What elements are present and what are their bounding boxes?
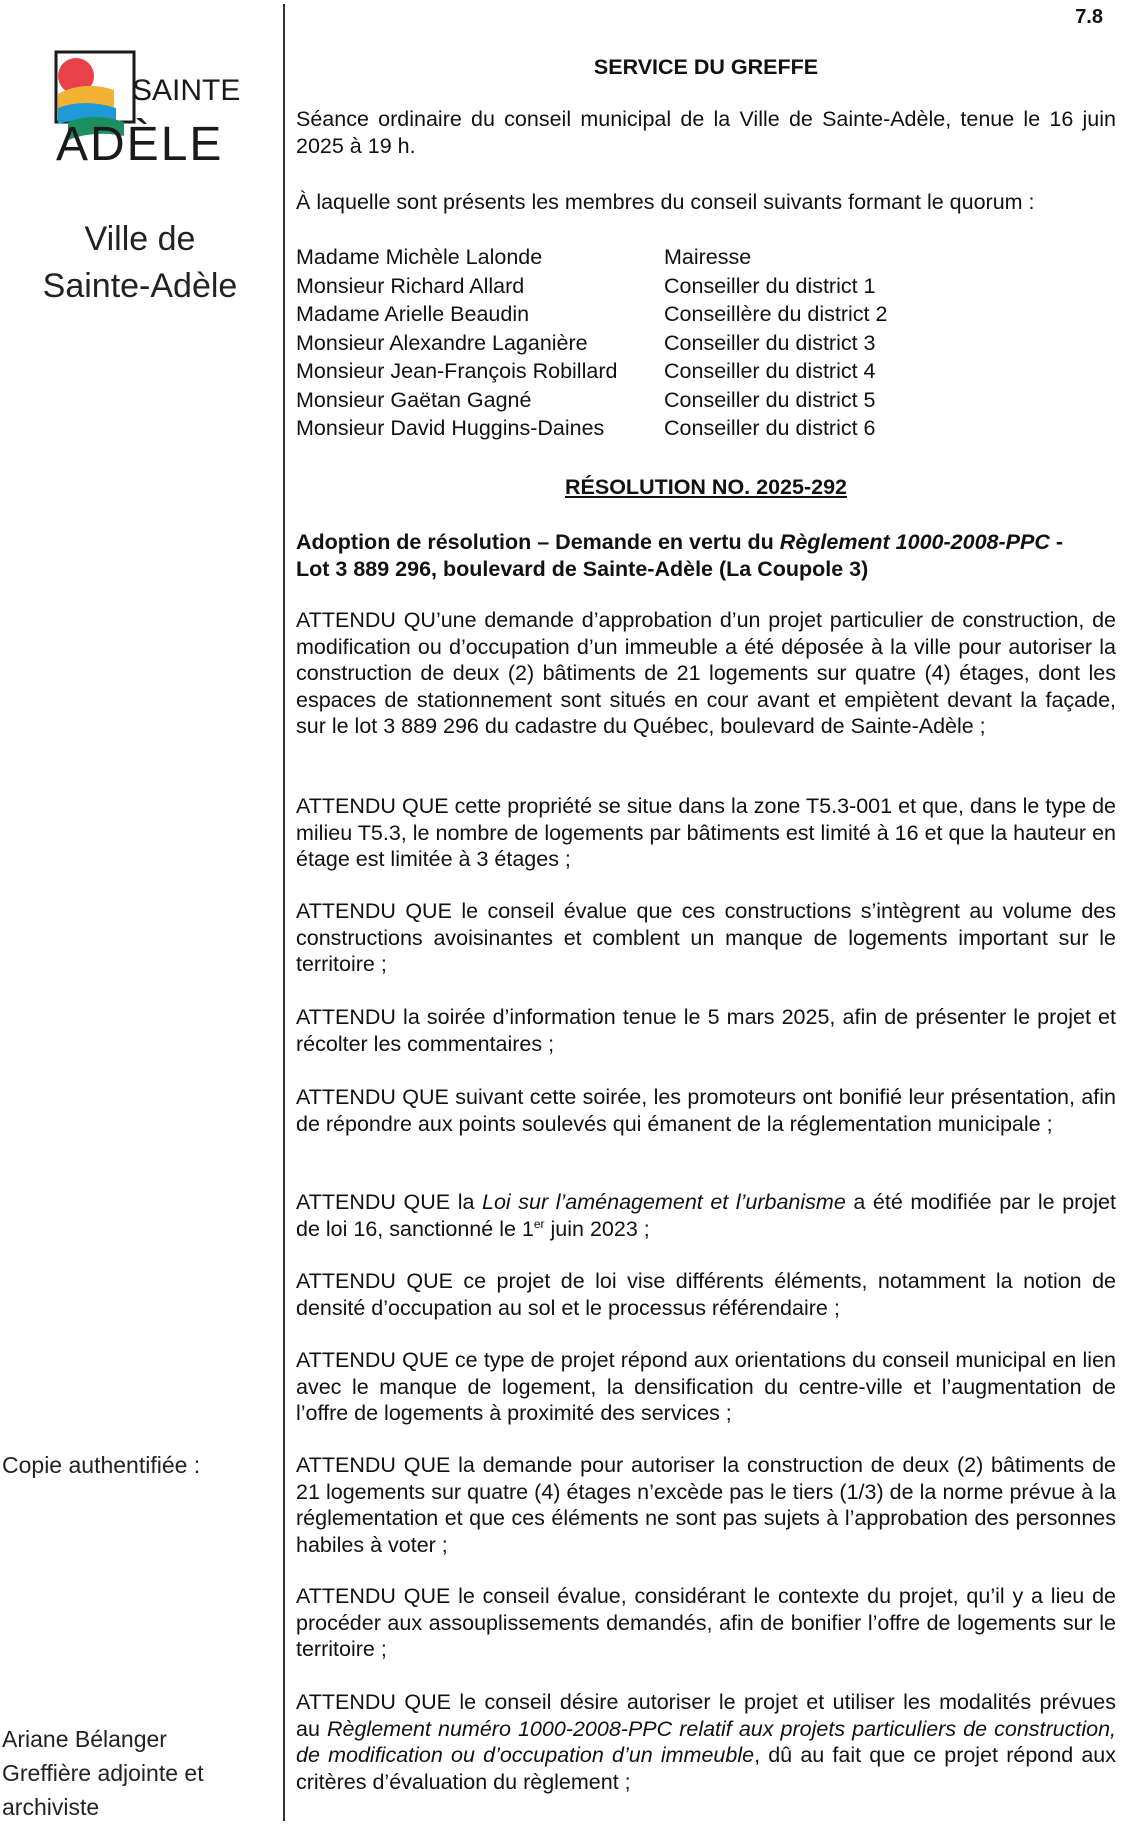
attendu-clause-11: [296, 1689, 1116, 1795]
member-row: [296, 329, 1116, 358]
city-name-line2: Sainte-Adèle: [42, 267, 238, 305]
member-row: [296, 300, 1116, 329]
clause-11-regulation-title: Règlement numéro 1000-2008-PPC relatif aux projets particuliers de construction, de modification ou d’occupation d’un immeuble: [296, 1716, 1117, 1767]
signer-title-line1: Greffière adjointe et: [2, 1760, 204, 1786]
member-role: Conseiller du district 4: [664, 359, 876, 383]
city-name-line1: Ville de: [84, 220, 196, 258]
member-name: Madame Michèle Lalonde: [296, 245, 543, 269]
subject-suffix: -: [1049, 530, 1064, 554]
seance-paragraph: Séance ordinaire du conseil municipal de la Ville de Sainte-Adèle, tenue le 16 juin 2025 à 19 h.: [296, 107, 1116, 158]
clause-11-text-b: , dû au fait que ce projet répond aux critères d’évaluation du règlement ;: [296, 1743, 1116, 1794]
signer-name: Ariane Bélanger: [2, 1726, 167, 1752]
resolution-subject: [296, 529, 1121, 582]
member-role: Conseiller du district 6: [664, 416, 876, 440]
service-title: SERVICE DU GREFFE: [593, 55, 819, 79]
attendu-clause-3: ATTENDU QUE le conseil évalue que ces constructions s’intègrent au volume des constructions avoisinantes et comblent un manque de logements important sur le territoire ;: [296, 899, 1116, 976]
member-name: Monsieur David Huggins-Daines: [296, 416, 605, 440]
member-row: [296, 357, 1116, 386]
resolution-number: RÉSOLUTION NO. 2025-292: [565, 475, 847, 499]
member-row: [296, 243, 1116, 272]
quorum-intro: À laquelle sont présents les membres du conseil suivants formant le quorum :: [296, 190, 1035, 214]
attendu-clause-1: ATTENDU QU’une demande d’approbation d’un projet particulier de construction, de modification ou d’occupation d’un immeuble a été déposée à la ville pour autoriser la construction de deux (2) bâtiments de 21 logements sur quatre (4) étages, dont les espaces de stationnement sont situés en cour avant et empiètent devant la façade, sur le lot 3 889 296 du cadastre du Québec, boulevard de Sainte-Adèle ;: [296, 608, 1116, 738]
attendu-clause-2: ATTENDU QUE cette propriété se situe dans la zone T5.3-001 et que, dans le type de milieu T5.3, le nombre de logements par bâtiments est limité à 16 et que la hauteur en étage est limitée à 3 étages ;: [296, 794, 1116, 871]
vertical-divider: [283, 4, 285, 1821]
city-name: [10, 216, 270, 310]
attendu-clause-5: [296, 1084, 1116, 1137]
member-name: Madame Arielle Beaudin: [296, 302, 530, 326]
clause-6-sup: er: [533, 1216, 545, 1231]
attendu-clause-8: ATTENDU QUE ce type de projet répond aux orientations du conseil municipal en lien avec le manque de logement, la densification du centre-ville et l’augmentation de l’offre de logements à proximité des services ;: [296, 1348, 1116, 1425]
member-name: Monsieur Richard Allard: [296, 273, 525, 298]
member-role: Conseiller du district 3: [664, 330, 876, 355]
signer-block: [2, 1722, 204, 1824]
member-name: Monsieur Gaëtan Gagné: [296, 387, 532, 412]
clause-6-law-title: Loi sur l’aménagement et l’urbanisme: [482, 1190, 846, 1214]
member-role: Conseillère du district 2: [664, 302, 888, 326]
member-row: [296, 414, 1116, 443]
member-row: [296, 386, 1116, 415]
sidebar: [0, 0, 283, 1821]
clause-6-text-c: juin 2023 ;: [544, 1216, 650, 1241]
member-role: Conseiller du district 1: [664, 273, 876, 298]
attendu-clause-4: ATTENDU la soirée d’information tenue le 5 mars 2025, afin de présenter le projet et récolter les commentaires ;: [296, 1005, 1116, 1056]
members-list: [296, 243, 1116, 443]
member-row: [296, 272, 1116, 301]
copie-authentifiee-label: Copie authentifiée :: [2, 1452, 201, 1478]
clause-6-text-b: a été modifiée par le projet de loi 16, sanctionné le 1: [296, 1190, 1116, 1241]
subject-line2: Lot 3 889 296, boulevard de Sainte-Adèle (La Coupole 3): [296, 556, 869, 581]
member-role: Mairesse: [664, 245, 752, 269]
sainte-adele-logo: [54, 50, 241, 171]
attendu-clause-9: ATTENDU QUE la demande pour autoriser la construction de deux (2) bâtiments de 21 logements sur quatre (4) étages n’excède pas le tiers (1/3) de la norme prévue à la réglementation et que ces éléments ne sont pas sujets à l’approbation des personnes habiles à voter ;: [296, 1453, 1116, 1557]
subject-regulation: Règlement 1000-2008-PPC: [779, 530, 1050, 554]
page-number: 7.8: [1075, 6, 1103, 28]
clause-6-text-a: ATTENDU QUE la: [296, 1190, 483, 1214]
subject-line1: [296, 529, 1121, 556]
logo-text-bottom: ADÈLE: [56, 118, 224, 171]
member-name: Monsieur Jean-François Robillard: [296, 359, 618, 383]
logo-text-top: SAINTE: [132, 74, 241, 107]
attendu-clause-6: [296, 1189, 1116, 1242]
clause-5-text: ATTENDU QUE suivant cette soirée, les promoteurs ont bonifié leur présentation, afin de répondre aux points soulevés qui émanent de la réglementation municipale ;: [296, 1085, 1116, 1136]
subject-prefix: Adoption de résolution – Demande en vertu du: [296, 530, 780, 554]
attendu-clause-10: ATTENDU QUE le conseil évalue, considérant le contexte du projet, qu’il y a lieu de procéder aux assouplissements demandés, afin de bonifier l’offre de logements sur le territoire ;: [296, 1584, 1116, 1661]
member-name: Monsieur Alexandre Laganière: [296, 330, 588, 355]
member-role: Conseiller du district 5: [664, 387, 876, 412]
clause-11-text-a: ATTENDU QUE le conseil désire autoriser le projet et utiliser les modalités prévues au: [296, 1690, 1116, 1741]
attendu-clause-7: ATTENDU QUE ce projet de loi vise différents éléments, notamment la notion de densité d’occupation au sol et le processus référendaire ;: [296, 1269, 1116, 1320]
signer-title-line2: archiviste: [2, 1794, 100, 1820]
